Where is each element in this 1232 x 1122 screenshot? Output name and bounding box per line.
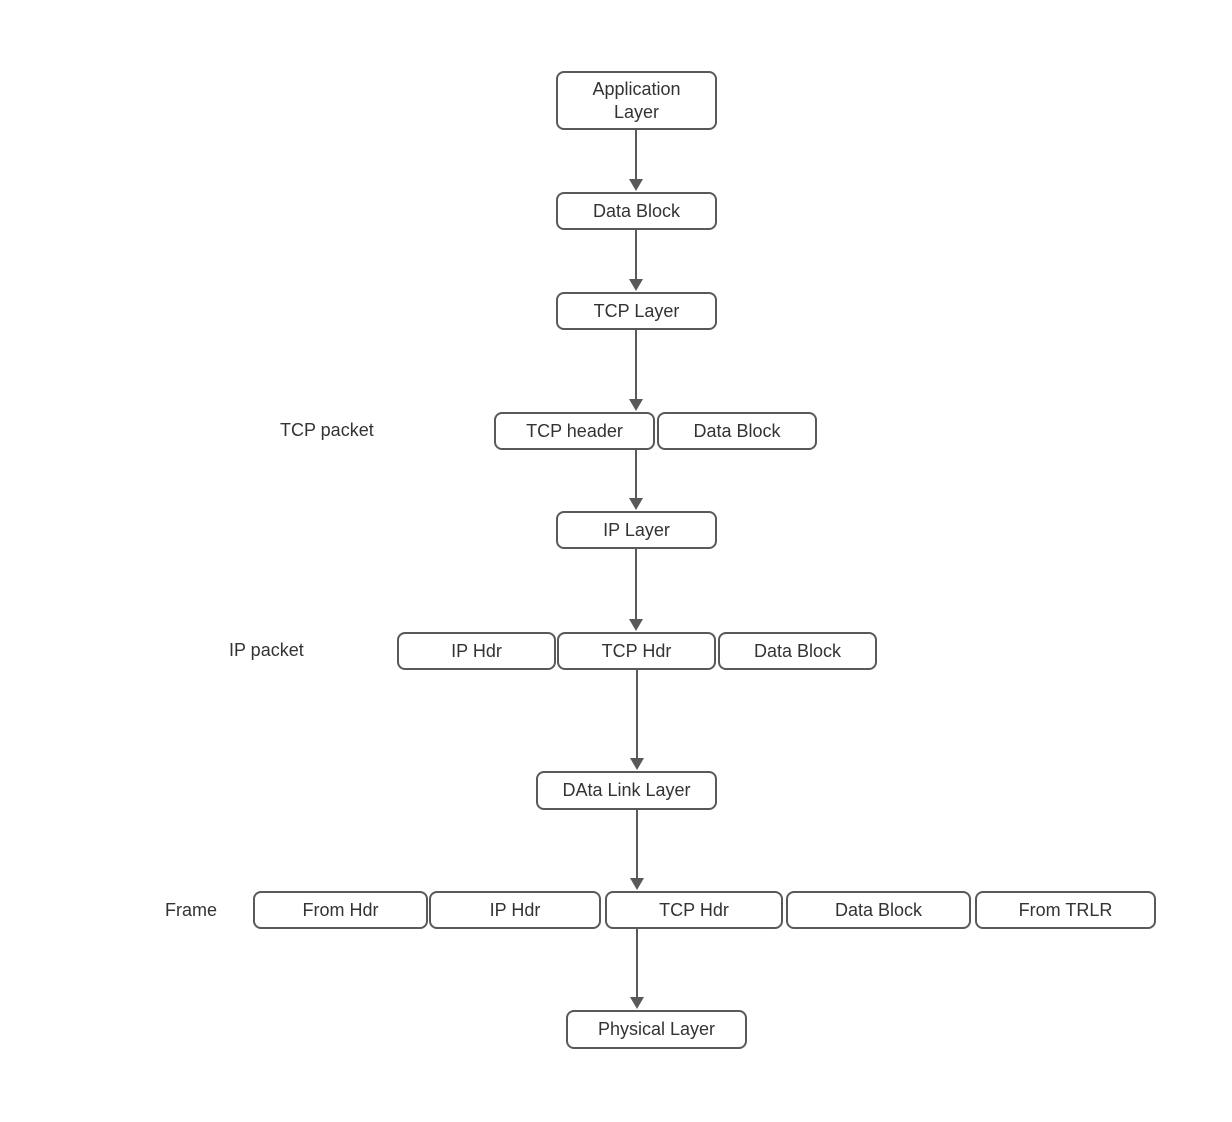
node-label: Data Block	[834, 899, 923, 920]
arrow-ippacket-to-datalink-arrowhead-icon	[630, 758, 644, 770]
node-label: From TRLR	[1018, 899, 1113, 920]
arrow-tcppacket-to-iplayer-arrowhead-icon	[629, 498, 643, 510]
arrow-frame-to-physical-line	[636, 929, 638, 999]
node-ip-hdr-1	[397, 632, 556, 670]
node-label: DAta Link Layer	[562, 780, 691, 801]
node-tcp-layer	[556, 292, 717, 330]
arrow-app-to-datablock-arrowhead-icon	[629, 179, 643, 191]
node-label: Data Block	[693, 420, 781, 441]
arrow-tcppacket-to-iplayer-line	[635, 450, 637, 500]
node-physical-layer	[566, 1010, 747, 1049]
arrow-tcplayer-to-tcppacket-line	[635, 330, 637, 401]
node-label: Data Block	[592, 200, 681, 221]
arrow-datablock-to-tcplayer-arrowhead-icon	[629, 279, 643, 291]
node-application-layer	[556, 71, 717, 130]
node-label: IP Hdr	[451, 640, 502, 661]
node-tcp-header	[494, 412, 655, 450]
node-label: IP Layer	[603, 519, 670, 540]
arrow-datalink-to-frame-line	[636, 810, 638, 880]
node-data-block-3	[718, 632, 877, 670]
arrow-iplayer-to-ippacket-arrowhead-icon	[629, 619, 643, 631]
node-label: TCP Hdr	[601, 640, 672, 661]
node-label: TCP header	[526, 420, 623, 441]
arrow-iplayer-to-ippacket-line	[635, 549, 637, 621]
frame-label: Frame	[165, 900, 218, 920]
node-data-block-1	[556, 192, 717, 230]
node-from-trlr	[975, 891, 1156, 929]
arrow-tcplayer-to-tcppacket-arrowhead-icon	[629, 399, 643, 411]
node-label: From Hdr	[302, 899, 379, 920]
arrow-datablock-to-tcplayer-line	[635, 230, 637, 281]
node-ip-layer	[556, 511, 717, 549]
node-label: TCP Hdr	[659, 899, 729, 920]
tcp-packet-label: TCP packet	[280, 420, 374, 440]
arrow-datalink-to-frame-arrowhead-icon	[630, 878, 644, 890]
node-label: IP Hdr	[489, 899, 541, 920]
node-tcp-hdr-1	[557, 632, 716, 670]
node-label: Physical Layer	[597, 1019, 716, 1040]
node-from-hdr	[253, 891, 428, 929]
node-data-link-layer	[536, 771, 717, 810]
ip-packet-label: IP packet	[229, 640, 304, 660]
node-label: Application Layer	[592, 79, 681, 122]
arrow-ippacket-to-datalink-line	[636, 670, 638, 760]
node-label: Data Block	[753, 640, 842, 661]
node-tcp-hdr-2	[605, 891, 783, 929]
node-data-block-2	[657, 412, 817, 450]
node-data-block-4	[786, 891, 971, 929]
node-label: TCP Layer	[593, 300, 680, 321]
arrow-frame-to-physical-arrowhead-icon	[630, 997, 644, 1009]
node-ip-hdr-2	[429, 891, 601, 929]
arrow-app-to-datablock-line	[635, 130, 637, 181]
